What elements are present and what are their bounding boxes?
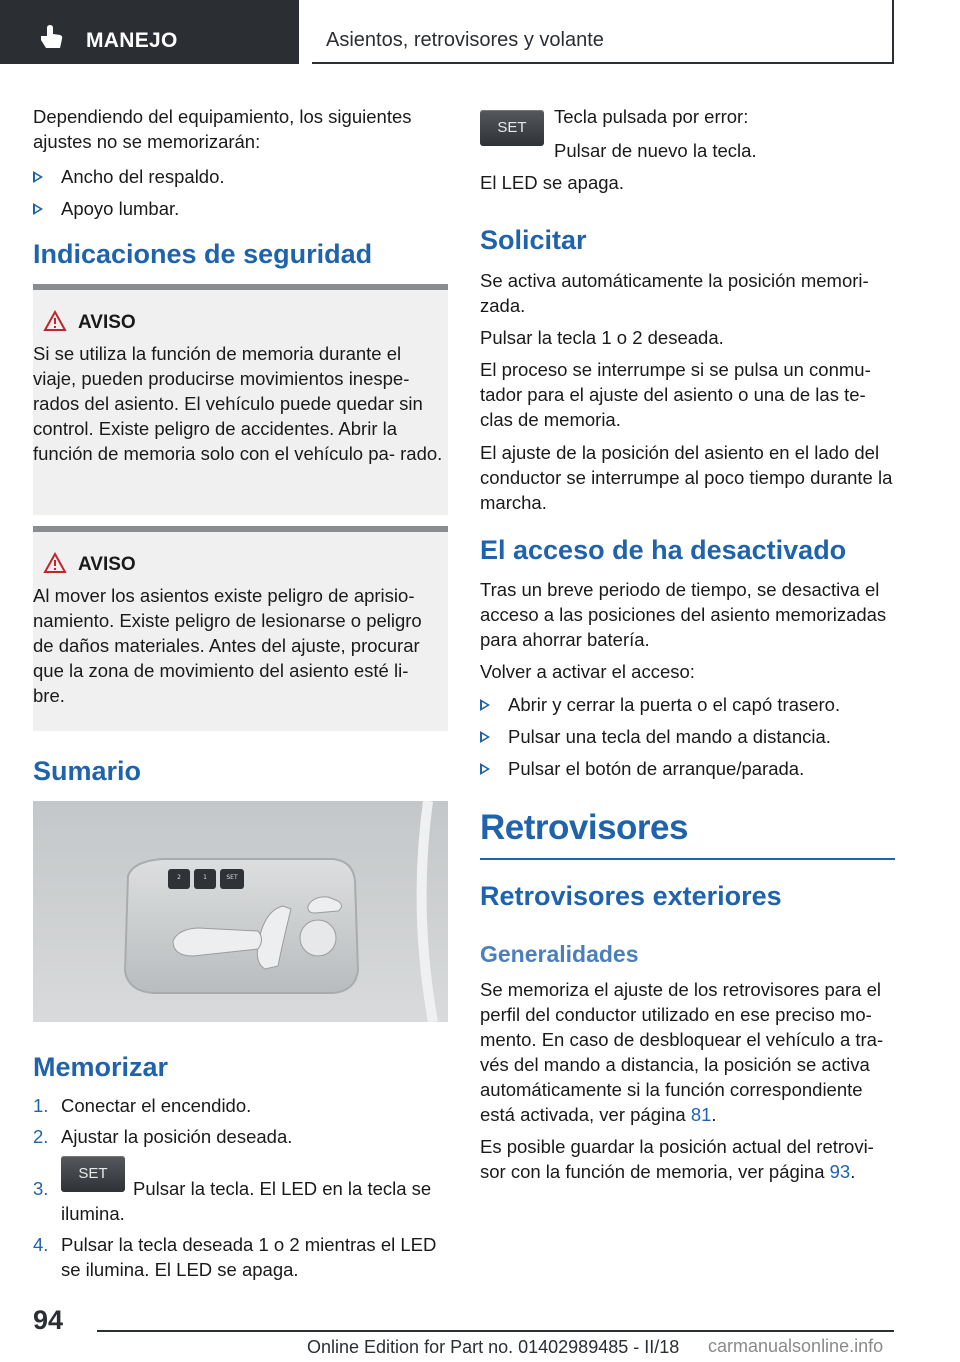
warning-text: Si se utiliza la función de memoria durante el viaje, pueden producirse movimientos inespe- rados del asiento. El vehículo puede quedar sin control. Existe peligro de accidentes. Abrir la función de memoria solo con el vehículo pa- rado.: [33, 343, 443, 464]
list-item: Ancho del respaldo.: [33, 164, 225, 189]
warning-triangle-icon: [43, 310, 67, 332]
general-p2: Es posible guardar la posición actual del retrovi- sor con la función de memoria, ver página 93.: [480, 1136, 874, 1182]
warning-box-1: [33, 284, 448, 515]
general-p1: Se memoriza el ajuste de los retrovisores para el perfil del conductor utilizado en ese preciso mo- mento. En caso de desbloquear el vehículo a tra- vés del mando a distancia, la posición se activa automáticamente si la función correspondiente está activada, ver página 81.: [480, 979, 884, 1125]
request-heading: Solicitar: [480, 225, 587, 255]
key-2-label: 2: [177, 874, 181, 881]
request-p4: El ajuste de la posición del asiento en el lado del conductor se interrumpe al poco tiempo durante la marcha.: [480, 442, 893, 513]
warning-title: AVISO: [78, 312, 136, 333]
general-heading: Generalidades: [480, 941, 639, 967]
page-link-93[interactable]: 93: [829, 1161, 851, 1182]
footer-edition: Online Edition for Part no. 01402989485 - II/18: [307, 1337, 680, 1357]
list-item: Pulsar el botón de arranque/parada.: [480, 756, 804, 781]
header-chapter: Asientos, retrovisores y volante: [326, 29, 604, 51]
warning-box-2: [33, 526, 448, 731]
list-item: 2. Ajustar la posición deseada.: [33, 1126, 293, 1147]
list-item: 1. Conectar el encendido.: [33, 1095, 252, 1116]
list-item: 3. Pulsar la tecla. El LED en la tecla se ilumina.: [33, 1178, 432, 1224]
list-item: Pulsar una tecla del mando a distancia.: [480, 724, 831, 749]
page-link-81[interactable]: 81: [690, 1104, 712, 1125]
key-1-label: 1: [203, 874, 207, 881]
bullet-icon: [480, 731, 490, 743]
request-p3: El proceso se interrumpe si se pulsa un conmu- tador para el ajuste del asiento o una de las te- clas de memoria.: [480, 359, 871, 430]
warning-text: Al mover los asientos existe peligro de aprisio- namiento. Existe peligro de lesionarse o peligro de daños materiales. Antes del ajuste, procurar que la zona de movimiento del asiento esté li- bre.: [33, 585, 422, 706]
request-p1: Se activa automáticamente la posición memori- zada.: [480, 270, 869, 316]
bullet-icon: [480, 699, 490, 711]
seat-controls-photo: [33, 801, 448, 1022]
mirrors-heading: Retrovisores: [480, 808, 688, 847]
summary-heading: Sumario: [33, 756, 142, 786]
set-key-icon: SET: [480, 110, 544, 146]
warning-title: AVISO: [78, 554, 136, 575]
set-key-icon: SET: [61, 1156, 125, 1192]
list-item: 4. Pulsar la tecla deseada 1 o 2 mientras el LED se ilumina. El LED se apaga.: [33, 1234, 437, 1280]
led-off-text: El LED se apaga.: [480, 172, 624, 193]
error-line-2: Pulsar de nuevo la tecla.: [554, 140, 757, 161]
key-set-label: SET: [226, 874, 238, 881]
watermark: carmanualsonline.info: [708, 1336, 884, 1356]
heading-rule: [480, 858, 895, 860]
header-section: MANEJO: [86, 29, 178, 52]
access-heading: El acceso de ha desactivado: [480, 535, 847, 565]
store-heading: Memorizar: [33, 1052, 169, 1082]
header-chapter-box: [312, 0, 894, 64]
list-item: Abrir y cerrar la puerta o el capó trasero.: [480, 692, 840, 717]
bullet-icon: [33, 203, 43, 215]
bullet-icon: [480, 763, 490, 775]
access-p1: Tras un breve periodo de tiempo, se desactiva el acceso a las posiciones del asiento memorizadas para ahorrar batería.: [480, 579, 887, 650]
access-p2: Volver a activar el acceso:: [480, 661, 695, 682]
intro-text: Dependiendo del equipamiento, los siguientes ajustes no se memorizarán:: [33, 106, 412, 152]
warning-triangle-icon: [43, 552, 67, 574]
seat-panel-illustration: [33, 801, 448, 1022]
safety-heading: Indicaciones de seguridad: [33, 239, 373, 269]
request-p2: Pulsar la tecla 1 o 2 deseada.: [480, 327, 724, 348]
list-item: Apoyo lumbar.: [33, 196, 179, 221]
ext-mirrors-heading: Retrovisores exteriores: [480, 881, 782, 911]
header-section-tab: [0, 0, 299, 64]
error-line-1: Tecla pulsada por error:: [554, 106, 749, 127]
bullet-icon: [33, 171, 43, 183]
hand-icon: [38, 24, 64, 50]
footer-rule: [97, 1330, 894, 1332]
page-number: 94: [33, 1305, 64, 1335]
